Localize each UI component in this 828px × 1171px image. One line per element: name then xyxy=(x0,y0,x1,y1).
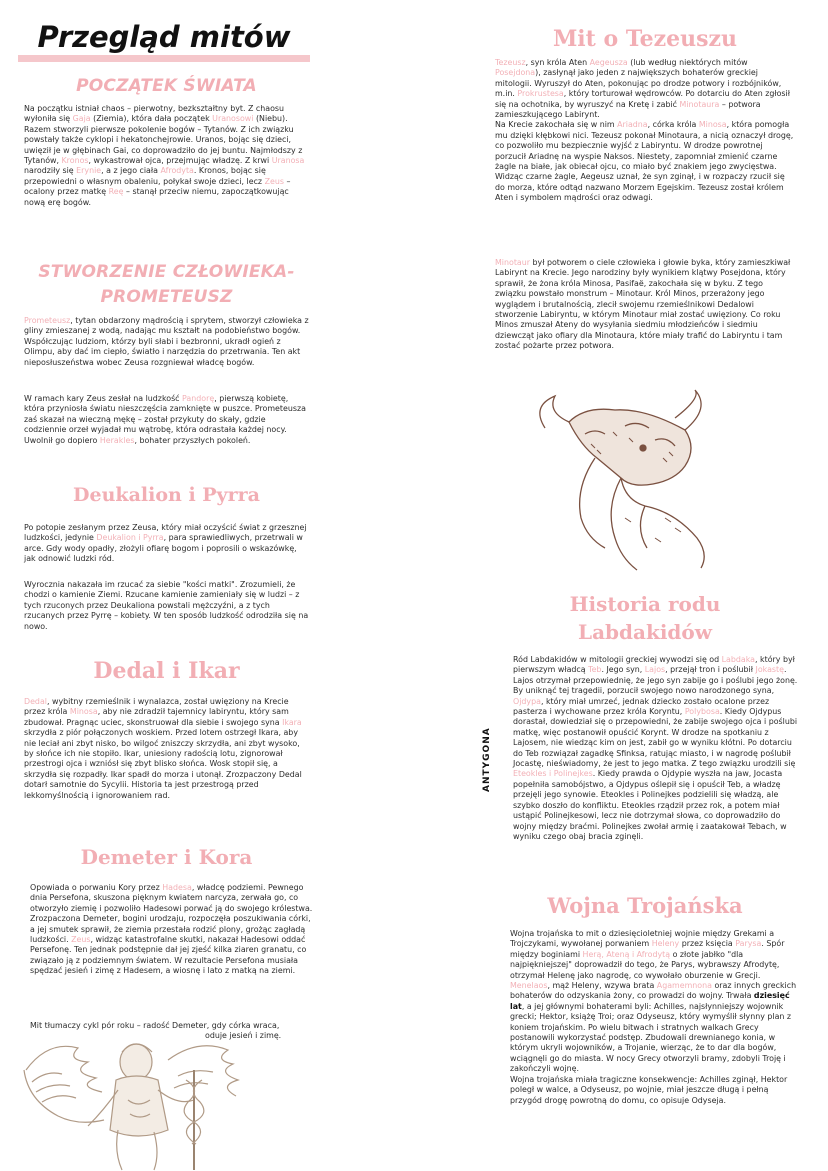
section-title-prometeusz-2: PROMETEUSZ xyxy=(100,287,233,307)
section-title-dedal: Dedal i Ikar xyxy=(93,658,240,684)
paragraph-prometeusz-2: W ramach kary Zeus zesłał na ludzkość Pandorę, pierwszą kobietę, która przyniosła światu nieszczęścia zamknięte w puszce. Prometeusza zaś skazał na wieczną mękę – został przykuty do skały, gdzie codziennie orzeł wyjadał mu wątrobę, która odrastała każdej nocy. Uwolnił go dopiero Herakles, bohater przyszłych pokoleń. xyxy=(24,394,306,445)
paragraph-demeter: Opowiada o porwaniu Kory przez Hadesa, władcę podziemi. Pewnego dnia Persefona, skuszona pięknym kwiatem narcyza, zerwała go, co otworzyło ziemię i pozwoliło Hadesowi porwać ją do swojego królestwa. Zrozpaczona Demeter, bogini urodzaju, rozpoczęła poszukiwania córki, a jej smutek sprawił, że ziemia przestała rodzić plony, grożąc zagładą ludzkości. Zeus, widząc katastrofalne skutki, nakazał Hadesowi oddać Persefonę. Ten jednak podstępnie dał jej zjeść kilka ziaren granatu, co związało ją z podziemnym światem. W rezultacie Persefona musiała spędzać jesień i zimę z Hadesem, a wiosnę i lato z matką na ziemi. xyxy=(30,883,313,976)
paragraph-deukalion-2: Wyrocznia nakazała im rzucać za siebie "kości matki". Zrozumieli, że chodzi o kamienie Ziemi. Rzucane kamienie zamieniały się w ludzi – z tych rzuconych przez Deukaliona powstali mężczyźni, a z tych rzucanych przez Pyrrę – kobiety. W ten sposób ludzkość odrodziła się na nowo. xyxy=(24,580,309,631)
page-title: Przegląd mitów xyxy=(37,20,291,54)
paragraph-demeter-2: Mit tłumaczy cykl pór roku – radość Demeter, gdy córka wraca, oduje jesień i zimę. xyxy=(30,1021,282,1041)
section-title-demeter: Demeter i Kora xyxy=(80,845,253,869)
paragraph-minotaur: Minotaur był potworem o ciele człowieka i głowie byka, który zamieszkiwał Labirynt na Krecie. Jego narodziny były wynikiem klątwy Posejdona, który sprawił, że żona króla Minosa, Pasifaë, zakochała się w byku. Z tego związku powstało monstrum – Minotaur. Król Minos, przerażony jego wyglądem i brutalnością, zlecił swojemu rzemieślnikowi Dedalowi stworzenie Labiryntu, w którym Minotaur miał zostać uwięziony. Co roku Minos zmuszał Ateny do wysyłania siedmiu młodzieńców i siedmiu dziewcząt jako ofiary dla Minotaura, które miały trafić do Labiryntu i tam zostać pożarte przez potwora. xyxy=(495,258,791,351)
section-title-labdakidzi-1: Historia rodu xyxy=(569,592,721,616)
paragraph-wojna-trojanska: Wojna trojańska to mit o dziesięcioletniej wojnie między Grekami a Trojczykami, wywołanej porwaniem Heleny przez księcia Parysa. Spór między boginiami Herą, Ateną i Afrodytą o złote jabłko "dla najpiękniejszej" doprowadził do tego, że Parys, wybrawszy Afrodytę, otrzymał Helenę jako nagrodę, co wywołało oburzenie w Grecji. Menelaos, mąż Heleny, wzywa brata Agamemnona oraz innych greckich bohaterów do odzyskania żony, co prowadzi do wojny. Trwała dziesięć lat, a jej głównymi bohaterami byli: Achilles, najsłynniejszy wojownik grecki; Hektor, książę Troi; oraz Odyseusz, który wymyślił słynny plan z koniem trojańskim. Po wielu bitwach i stratnych walkach Grecy postanowili wykorzystać podstęp. Zbudowali drewnianego konia, w którym ukryli wojowników, a Trojanie, wierząc, że to dar dla bogów, wciągnęli go do miasta. W nocy Grecy otworzyli bramy, zdobyli Troję i zakończyli wojnę. Wojna trojańska miała tragiczne konsekwencje: Achilles zginął, Hektor poległ w walce, a Odyseusz, po wojnie, miał jeszcze długą i pełną przygód drogę powrotną do domu, co opisuje Odyseja. xyxy=(510,929,797,1105)
section-title-wojna-trojanska: Wojna Trojańska xyxy=(547,893,743,918)
paragraph-dedal: Dedal, wybitny rzemieślnik i wynalazca, został uwięziony na Krecie przez króla Minosa, aby nie zdradził tajemnicy labiryntu, który sam zbudował. Pragnąc uciec, skonstruował dla siebie i swojego syna Ikara skrzydła z piór połączonych woskiem. Przed lotem ostrzegł Ikara, aby nie leciał ani zbyt nisko, bo wilgoć zniszczy skrzydła, ani zbyt wysoko, by słońce ich nie stopiło. Ikar, uniesiony radością lotu, zignorował przestrogi ojca i wzniósł się zbyt blisko słońca. Wosk stopił się, a skrzydła się rozpadły. Ikar spadł do morza i utonął. Zrozpaczony Dedal dotarł samotnie do Sycylii. Historia ta jest przestrogą przed lekkomyślnością i ignorowaniem rad. xyxy=(24,697,302,800)
title-underline xyxy=(18,55,310,62)
side-label-antygona: ANTYGONA xyxy=(482,727,492,792)
section-title-deukalion: Deukalion i Pyrra xyxy=(73,484,260,506)
section-title-poczatek: POCZĄTEK ŚWIATA xyxy=(76,76,257,96)
section-title-tezeusz: Mit o Tezeuszu xyxy=(552,26,738,52)
section-title-prometeusz-1: STWORZENIE CZŁOWIEKA- xyxy=(38,262,295,282)
paragraph-labdakidzi: Ród Labdakidów w mitologii greckiej wywodzi się od Labdaka, który był pierwszym władcą Teb. Jego syn, Lajos, przejął tron i poślubił Jokastę. Lajos otrzymał przepowiednię, że jego syn zabije go i poślubi jego żonę. By uniknąć tej tragedii, porzucił swojego nowo narodzonego syna, Ojdypa, który miał umrzeć, jednak dziecko zostało ocalone przez pasterza i wychowane przez króla Koryntu, Polybosa. Kiedy Ojdypus dorastał, dowiedział się o przepowiedni, że zabije swojego ojca i poślubi matkę, więc postanowił opuścić Korynt. W drodze na spotkaniu z Lajosem, nie wiedząc kim on jest, zabił go w wyniku kłótni. Po dotarciu do Teb rozwiązał zagadkę Sfinksa, ratując miasto, i w nagrodę poślubił Jocastę, nieświadomy, że jest to jego matka. Z tego związku urodzili się Eteokles i Polinejkes. Kiedy prawda o Ojdypie wyszła na jaw, Jocasta popełniła samobójstwo, a Ojdypus oślepił się i opuścił Teb, a władzę przejęli jego synowie. Eteokles i Polinejkes podzielili się władzą, ale szybko doszło do konfliktu. Eteokles rządził przez rok, a potem miał ustąpić Polinejkesowi, lecz nie dotrzymał słowa, co doprowadziło do wojny między braćmi. Polinejkes zwołał armię i zaatakował Tebach, w wyniku czego obaj bracia zginęli. xyxy=(513,655,798,841)
paragraph-prometeusz-1: Prometeusz, tytan obdarzony mądrością i sprytem, stworzył człowieka z gliny zmieszanej z wodą, nadając mu kształt na podobieństwo bogów. Współczując ludziom, którzy byli słabi i bezbronni, ukradł ogień z Olimpu, aby dać im ciepło, światło i narzędzia do przetrwania. Ten akt nieposłuszeństwa wobec Zeusa rozgniewał władcę bogów. xyxy=(24,316,309,367)
paragraph-tezeusz: Tezeusz, syn króla Aten Aegeusza (lub według niektórych mitów Posejdona), zasłynął jako jeden z największych bohaterów greckiej mitologii. Wyruszył do Aten, pokonując po drodze potwory i rozbójników, m.in. Prokrustesa, który torturował wędrowców. Po dotarciu do Aten zgłosił się na ochotnika, by wyruszyć na Kretę i zabić Minotaura – potwora zamieszkującego Labirynt. Na Krecie zakochała się w nim Ariadna, córka króla Minosa, która pomogła mu dzięki kłębkowi nici. Tezeusz pokonał Minotaura, a nicią oznaczył drogę, co pozwoliło mu bezpiecznie wyjść z Labiryntu. W drodze powrotnej porzucił Ariadnę na wyspie Naksos. Niestety, zapomniał zmienić czarne żagle na białe, jak obiecał ojcu, co miało być znakiem jego zwycięstwa. Widząc czarne żagle, Aegeusz uznał, że syn zginął, i w rozpaczy rzucił się do morza, które odtąd nazwano Morzem Egejskim. Tezeusz został królem Aten i symbolem mądrości oraz odwagi. xyxy=(495,58,794,203)
hermes-drawing-icon xyxy=(18,1030,263,1171)
paragraph-deukalion-1: Po potopie zesłanym przez Zeusa, który miał oczyścić świat z grzesznej ludzkości, jedynie Deukalion i Pyrra, para sprawiedliwych, przetrwali w arce. Gdy wody opadły, złożyli ofiarę bogom i poprosili o wskazówkę, jak odnowić ludzki ród. xyxy=(24,523,307,564)
minotaur-drawing-icon xyxy=(525,388,725,573)
section-title-labdakidzi-2: Labdakidów xyxy=(578,620,712,644)
paragraph-poczatek: Na początku istniał chaos – pierwotny, bezkształtny byt. Z chaosu wyłoniła się Gaja (Ziemia), która dała początek Uranosowi (Niebu). Razem stworzyli pierwsze pokolenie bogów – Tytanów. Z ich związku powstały także cyklopi i hekatonchejrowie. Uranos, bojąc się dzieci, uwięził je w głębinach Gai, co doprowadziło do jej buntu. Najmłodszy z Tytanów, Kronos, wykastrował ojca, przejmując władzę. Z krwi Uranosa narodziły się Erynie, a z jego ciała Afrodyta. Kronos, bojąc się przepowiedni o własnym obaleniu, połykał swoje dzieci, lecz Zeus – ocalony przez matkę Reę – stanął przeciw niemu, zapoczątkowując nową erę bogów. xyxy=(24,104,305,207)
